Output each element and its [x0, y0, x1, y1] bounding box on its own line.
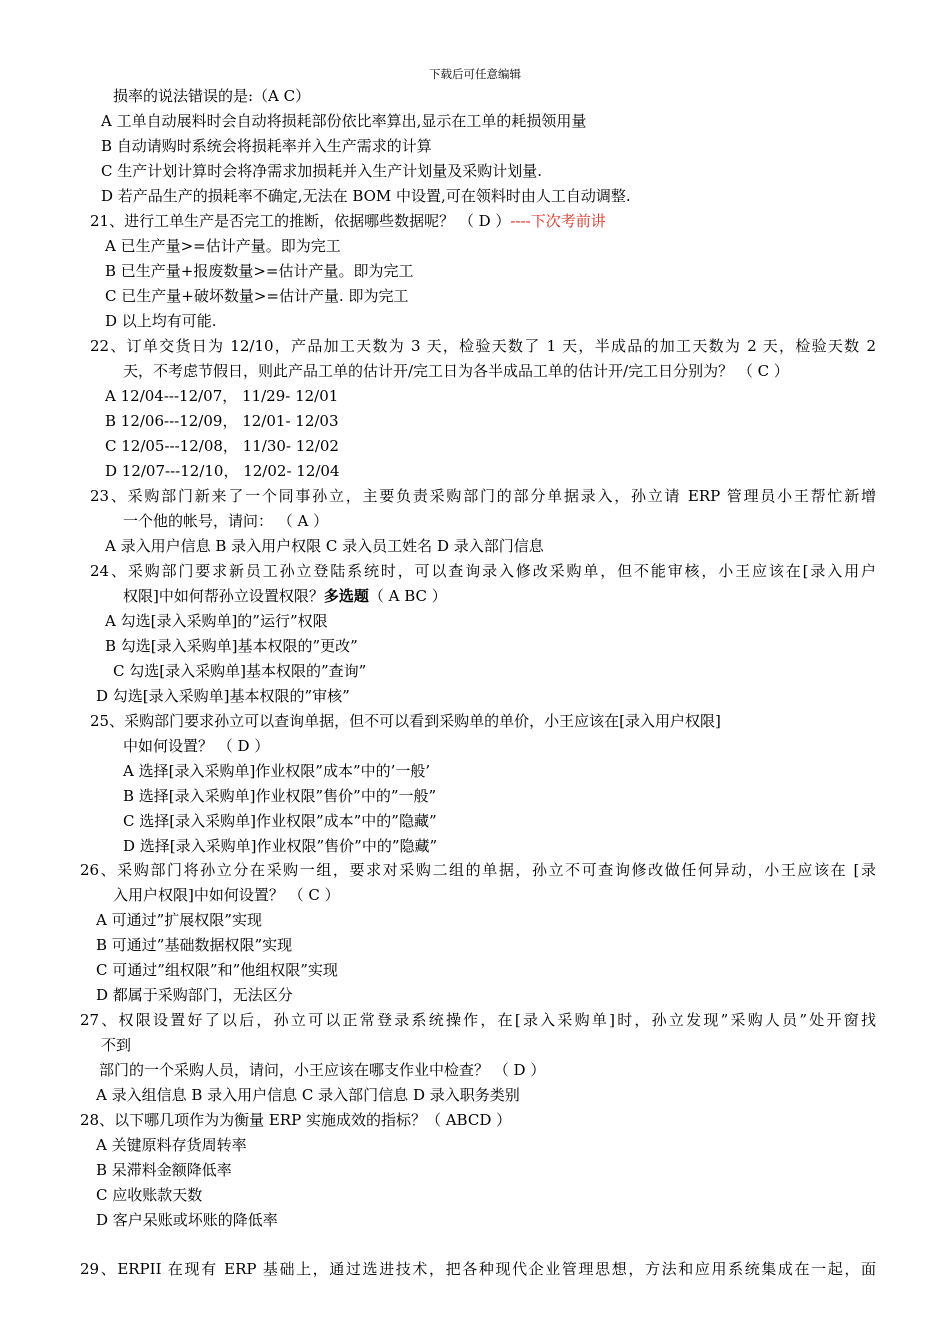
q22-stem-line1: 22、订单交货日为 12/10，产品加工天数为 3 天，检验天数了 1 天，半成品的加工天数为 2 天，检验天数 2: [90, 337, 876, 355]
q23-stem-line2: 一个他的帐号，请问： （ A ）: [123, 512, 329, 530]
q23-stem-line1: 23、采购部门新来了一个同事孙立，主要负责采购部门的部分单据录入，孙立请 ERP 管理员小王帮忙新增: [90, 487, 876, 505]
q24-multi-select-label: 多选题: [323, 587, 369, 605]
q25-option-b: B 选择[录入采购单]作业权限”售价”中的”一般”: [123, 787, 437, 805]
q21-option-c: C 已生产量+破坏数量>=估计产量. 即为完工: [105, 287, 409, 305]
q20-option-b: B 自动请购时系统会将损耗率并入生产需求的计算: [101, 137, 432, 155]
q21-note: ----下次考前讲: [510, 212, 606, 230]
q27-stem-line1: 27、权限设置好了以后，孙立可以正常登录系统操作，在[录入采购单]时，孙立发现”采购人员”处开窗找: [80, 1011, 876, 1029]
q24-option-d: D 勾选[录入采购单]基本权限的”审核”: [96, 687, 350, 705]
q22-option-b: B 12/06---12/09， 12/01- 12/03: [105, 412, 339, 430]
q24-option-a: A 勾选[录入采购单]的”运行”权限: [105, 612, 328, 630]
q26-option-c: C 可通过”组权限”和”他组权限”实现: [96, 961, 338, 979]
q24-stem-text: 权限]中如何帮孙立设置权限？: [123, 587, 324, 605]
q27-options: A 录入组信息 B 录入用户信息 C 录入部门信息 D 录入职务类别: [96, 1086, 520, 1104]
q24-stem-line1: 24、采购部门要求新员工孙立登陆系统时，可以查询录入修改采购单，但不能审核，小王应该在[录入用户: [90, 562, 876, 580]
q23-options: A 录入用户信息 B 录入用户权限 C 录入员工姓名 D 录入部门信息: [105, 537, 544, 555]
q21-stem: [90, 211, 606, 231]
q28-stem: 28、以下哪几项作为为衡量 ERP 实施成效的指标？（ ABCD ）: [80, 1111, 512, 1129]
q25-option-d: D 选择[录入采购单]作业权限”售价”中的”隐藏”: [123, 837, 438, 855]
q24-answer: （ A BC ）: [368, 587, 447, 605]
q20-stem: 损率的说法错误的是:（A C）: [113, 87, 311, 105]
q21-option-a: A 已生产量>=估计产量。即为完工: [105, 237, 341, 255]
q28-option-d: D 客户呆账或坏账的降低率: [96, 1211, 278, 1229]
q20-option-c: C 生产计划计算时会将净需求加损耗并入生产计划量及采购计划量.: [101, 162, 543, 180]
q28-option-b: B 呆滞料金额降低率: [96, 1161, 232, 1179]
q25-stem-line1: 25、采购部门要求孙立可以查询单据，但不可以看到采购单的单价，小王应该在[录入用户权限]: [90, 712, 721, 730]
q22-option-c: C 12/05---12/08， 11/30- 12/02: [105, 437, 339, 455]
q20-option-a: A 工单自动展料时会自动将损耗部份依比率算出,显示在工单的耗损领用量: [101, 112, 587, 130]
q21-option-b: B 已生产量+报废数量>=估计产量。即为完工: [105, 262, 414, 280]
q28-option-a: A 关键原料存货周转率: [96, 1136, 247, 1154]
q22-option-a: A 12/04---12/07， 11/29- 12/01: [105, 387, 339, 405]
q25-stem-line2: 中如何设置？ （ D ）: [123, 737, 270, 755]
q21-stem-text: 21、进行工单生产是否完工的推断，依据哪些数据呢？ （ D ）: [90, 212, 511, 230]
q26-option-d: D 都属于采购部门，无法区分: [96, 986, 293, 1004]
q20-option-d: D 若产品生产的损耗率不确定,无法在 BOM 中设置,可在领料时由人工自动调整.: [101, 187, 631, 205]
q28-option-c: C 应收账款天数: [96, 1186, 203, 1204]
q29-stem-line1: 29、ERPII 在现有 ERP 基础上，通过选进技术，把各种现代企业管理思想，方法和应用系统集成在一起，面: [80, 1260, 876, 1278]
q24-stem-line2: [123, 586, 447, 606]
q25-option-a: A 选择[录入采购单]作业权限”成本”中的’一般’: [123, 762, 431, 780]
q21-option-d: D 以上均有可能.: [105, 312, 217, 330]
q24-option-c: C 勾选[录入采购单]基本权限的”查询”: [113, 662, 367, 680]
q26-stem-line2: 入用户权限]中如何设置？ （ C ）: [113, 886, 340, 904]
page-header: 下载后可任意编辑: [429, 67, 521, 81]
q25-option-c: C 选择[录入采购单]作业权限”成本”中的”隐藏”: [123, 812, 437, 830]
q26-stem-line1: 26、采购部门将孙立分在采购一组，要求对采购二组的单据，孙立不可查询修改做任何异动，小王应该在 [录: [80, 861, 876, 879]
q26-option-b: B 可通过”基础数据权限”实现: [96, 936, 293, 954]
q26-option-a: A 可通过”扩展权限”实现: [96, 911, 262, 929]
q22-option-d: D 12/07---12/10， 12/02- 12/04: [105, 462, 340, 480]
q27-stem-line3: 部门的一个采购人员，请问，小王应该在哪支作业中检查？ （ D ）: [99, 1061, 546, 1079]
q24-option-b: B 勾选[录入采购单]基本权限的”更改”: [105, 637, 358, 655]
q22-stem-line2: 天，不考虑节假日，则此产品工单的估计开/完工日为各半成品工单的估计开/完工日分别为？ （ C ）: [123, 362, 789, 380]
q27-stem-line2: 不到: [101, 1036, 132, 1054]
